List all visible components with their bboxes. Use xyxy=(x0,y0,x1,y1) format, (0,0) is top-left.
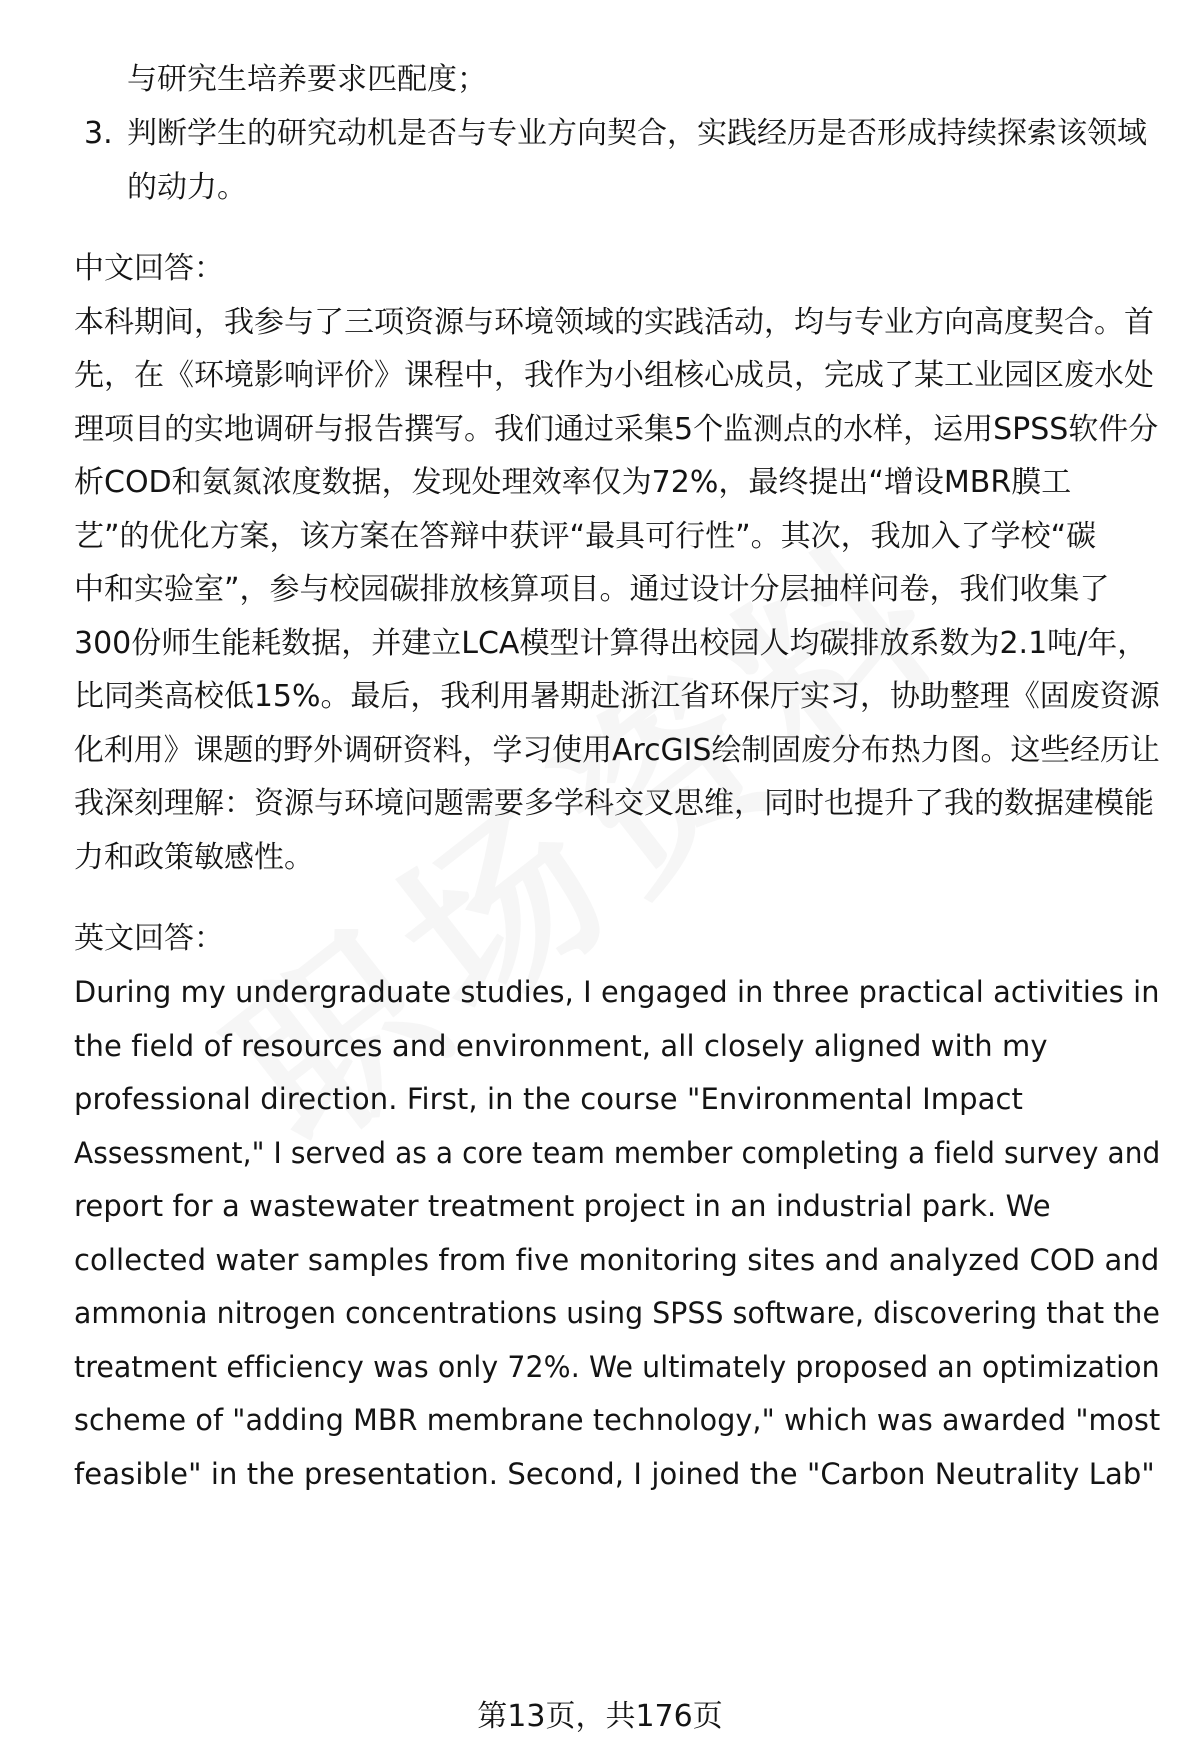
english-answer-line: collected water samples from five monitoring sites and analyzed COD and xyxy=(74,1243,1160,1277)
chinese-answer-line: 析COD和氨氮浓度数据，发现处理效率仅为72%，最终提出“增设MBR膜工 xyxy=(74,465,1072,500)
chinese-answer-line: 理项目的实地调研与报告撰写。我们通过采集5个监测点的水样，运用SPSS软件分 xyxy=(74,412,1159,447)
chinese-answer-line: 我深刻理解：资源与环境问题需要多学科交叉思维，同时也提升了我的数据建模能 xyxy=(74,786,1154,821)
english-answer-line: feasible" in the presentation. Second, I joined the "Carbon Neutrality Lab" xyxy=(74,1457,1155,1491)
english-answer-heading: 英文回答： xyxy=(74,921,224,956)
chinese-answer-line: 本科期间，我参与了三项资源与环境领域的实践活动，均与专业方向高度契合。首 xyxy=(74,305,1154,340)
english-answer-line: professional direction. First, in the course "Environmental Impact xyxy=(74,1082,1024,1116)
chinese-answer-line: 先，在《环境影响评价》课程中，我作为小组核心成员，完成了某工业园区废水处 xyxy=(74,358,1154,393)
list-item-3-line: 判断学生的研究动机是否与专业方向契合，实践经历是否形成持续探索该领域 xyxy=(127,116,1147,151)
chinese-answer-line: 中和实验室”，参与校园碳排放核算项目。通过设计分层抽样问卷，我们收集了 xyxy=(74,572,1110,607)
list-item-2-tail: 与研究生培养要求匹配度； xyxy=(127,62,487,97)
english-answer-line: treatment efficiency was only 72%. We ultimately proposed an optimization xyxy=(74,1350,1160,1384)
chinese-answer-line: 300份师生能耗数据，并建立LCA模型计算得出校园人均碳排放系数为2.1吨/年， xyxy=(74,626,1148,661)
chinese-answer-heading: 中文回答： xyxy=(74,251,224,286)
english-answer-line: ammonia nitrogen concentrations using SPSS software, discovering that the xyxy=(74,1296,1160,1330)
english-answer-line: During my undergraduate studies, I engaged in three practical activities in xyxy=(74,975,1160,1009)
page-number: 第13页，共176页 xyxy=(477,1699,723,1734)
chinese-answer-line: 艺”的优化方案，该方案在答辩中获评“最具可行性”。其次，我加入了学校“碳 xyxy=(74,519,1097,554)
chinese-answer-line: 比同类高校低15%。最后，我利用暑期赴浙江省环保厅实习，协助整理《固废资源 xyxy=(74,679,1160,714)
english-answer-line: scheme of "adding MBR membrane technology," which was awarded "most xyxy=(74,1403,1161,1437)
list-item-3-number: 3. xyxy=(84,116,113,151)
chinese-answer-line: 化利用》课题的野外调研资料，学习使用ArcGIS绘制固废分布热力图。这些经历让 xyxy=(74,733,1160,768)
english-answer-line: Assessment," I served as a core team member completing a field survey and xyxy=(74,1136,1161,1170)
chinese-answer-line: 力和政策敏感性。 xyxy=(74,840,314,875)
english-answer-line: report for a wastewater treatment project in an industrial park. We xyxy=(74,1189,1051,1223)
english-answer-line: the field of resources and environment, all closely aligned with my xyxy=(74,1029,1048,1063)
list-item-3-line: 的动力。 xyxy=(127,170,247,205)
